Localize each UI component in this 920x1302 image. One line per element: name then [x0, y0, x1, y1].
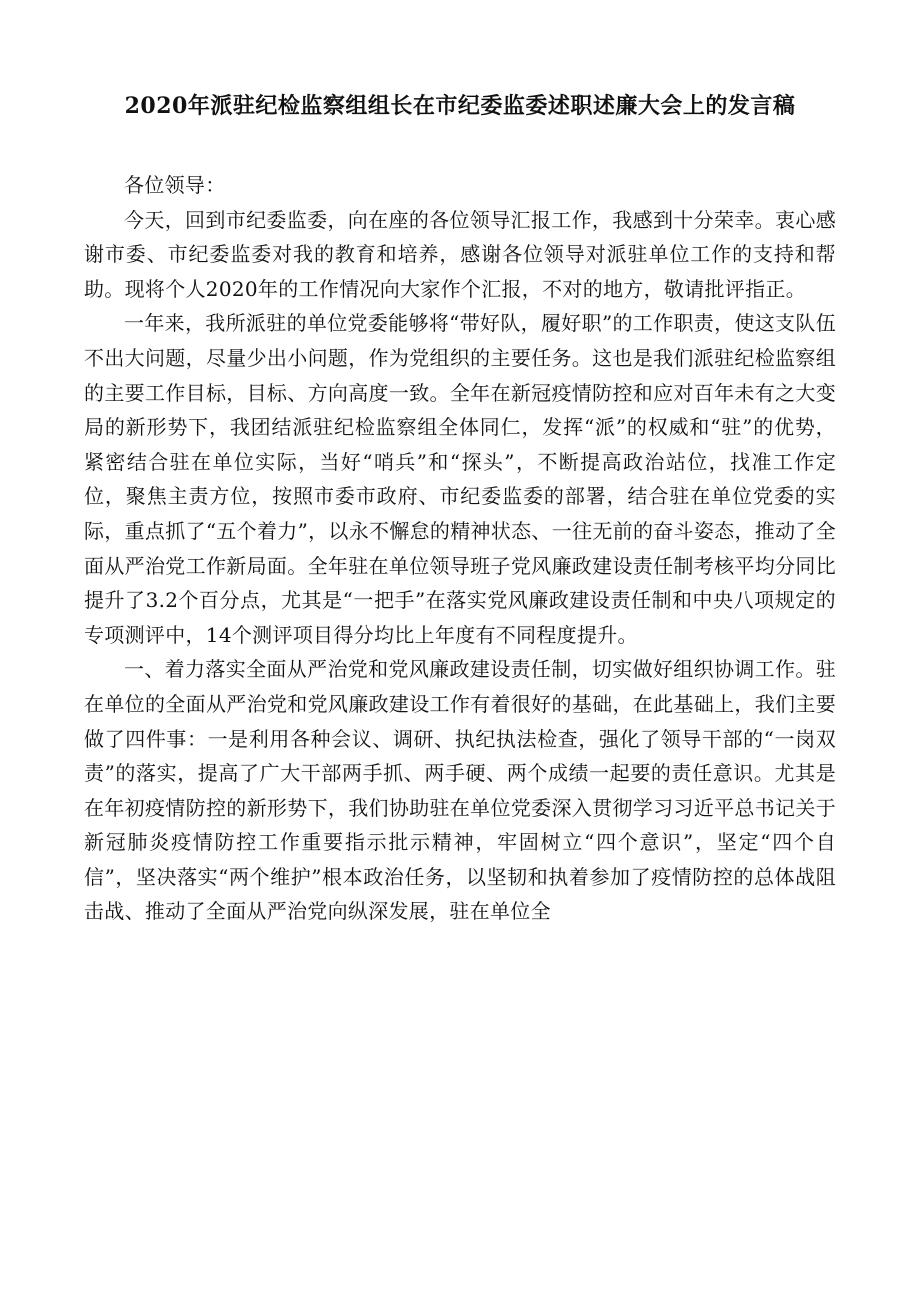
- salutation-paragraph: 各位领导：: [124, 173, 226, 197]
- document-body: [84, 168, 836, 929]
- opening-paragraph: 今天，回到市纪委监委，向在座的各位领导汇报工作，我感到十分荣幸。衷心感谢市委、市纪委监委对我的教育和培养，感谢各位领导对派驻单位工作的支持和帮助。现将个人2020年的工作情况向大家作个汇报，不对的地方，敬请批评指正。: [84, 207, 836, 301]
- section-one-paragraph: 一、着力落实全面从严治党和党风廉政建设责任制，切实做好组织协调工作。驻在单位的全面从严治党和党风廉政建设工作有着很好的基础，在此基础上，我们主要做了四件事：一是利用各种会议、调研、执纪执法检查，强化了领导干部的“一岗双责”的落实，提高了广大干部两手抓、两手硬、两个成绩一起要的责任意识。尤其是在年初疫情防控的新形势下，我们协助驻在单位党委深入贯彻学习习近平总书记关于新冠肺炎疫情防控工作重要指示批示精神，牢固树立“四个意识”，坚定“四个自信”，坚决落实“两个维护”根本政治任务，以坚韧和执着参加了疫情防控的总体战阻击战、推动了全面从严治党向纵深发展，驻在单位全: [84, 657, 836, 924]
- document-title: 2020年派驻纪检监察组组长在市纪委监委述职述廉大会上的发言稿: [124, 93, 796, 119]
- summary-paragraph: 一年来，我所派驻的单位党委能够将“带好队，履好职”的工作职责，使这支队伍不出大问题，尽量少出小问题，作为党组织的主要任务。这也是我们派驻纪检监察组的主要工作目标，目标、方向高度一致。全年在新冠疫情防控和应对百年未有之大变局的新形势下，我团结派驻纪检监察组全体同仁，发挥“派”的权威和“驻”的优势，紧密结合驻在单位实际，当好“哨兵”和“探头”，不断提高政治站位，找准工作定位，聚焦主责方位，按照市委市政府、市纪委监委的部署，结合驻在单位党委的实际，重点抓了“五个着力”，以永不懈怠的精神状态、一往无前的奋斗姿态，推动了全面从严治党工作新局面。全年驻在单位领导班子党风廉政建设责任制考核平均分同比提升了3.2个百分点，尤其是“一把手”在落实党风廉政建设责任制和中央八项规定的专项测评中，14个测评项目得分均比上年度有不同程度提升。: [84, 311, 836, 647]
